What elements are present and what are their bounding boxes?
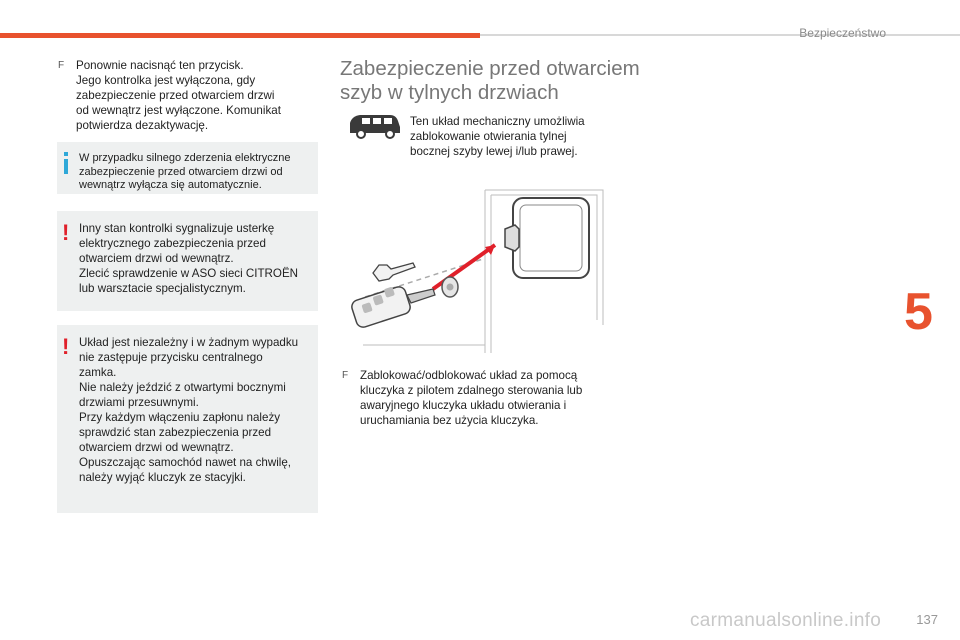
step-text-right: Zablokować/odblokować układ za pomocą kluczyka z pilotem zdalnego sterowania lub awaryjnego kluczyka układu otwierania i uruchamiania bez użycia kluczyka. xyxy=(360,369,583,427)
top-divider-line xyxy=(480,34,960,36)
warning-box-1 xyxy=(57,211,318,311)
warning-box-2 xyxy=(57,325,318,513)
step-text-left: Ponownie nacisnąć ten przycisk. Jego kontrolka jest wyłączona, gdy zabezpieczenie przed otwarciem drzwi od wewnątrz jest wyłączone. Komunikat potwierdza dezaktywację. xyxy=(76,59,281,132)
van-icon xyxy=(346,113,402,139)
bullet-icon: F xyxy=(342,370,349,381)
info-text: W przypadku silnego zderzenia elektryczne zabezpieczenie przed otwarciem drzwi od wewnątrz wyłącza się automatycznie. xyxy=(79,152,291,191)
warning-text-1: Inny stan kontrolki sygnalizuje usterkę elektrycznego zabezpieczenia przed otwarciem drzwi od wewnątrz. Zlecić sprawdzenie w ASO sieci CITROËN lub warsztacie specjalistycznym. xyxy=(79,222,299,295)
section-heading: Zabezpieczenie przed otwarciem szyb w tylnych drzwiach xyxy=(340,57,640,104)
window-lock-illustration xyxy=(345,185,607,355)
info-icon xyxy=(64,152,68,174)
section-title: Bezpieczeństwo xyxy=(799,26,886,40)
van-description: Ten układ mechaniczny umożliwia zablokowanie otwierania tylnej bocznej szyby lewej i/lub prawej. xyxy=(410,115,585,158)
step-paragraph-right xyxy=(342,368,612,428)
warning-text-2: Układ jest niezależny i w żadnym wypadku nie zastępuje przycisku centralnego zamka. Nie należy jeździć z otwartymi bocznymi drzwiami przesuwnymi. Przy każdym włączeniu zapłonu należy sprawdzić stan zabezpieczenia przed otwarciem drzwi od wewnątrz. Opuszczając samochód nawet na chwilę, należy wyjąć kluczyk ze stacyjki. xyxy=(79,336,299,484)
page-number: 137 xyxy=(916,612,938,627)
warning-icon: ! xyxy=(62,334,70,359)
top-accent-bar xyxy=(0,33,480,38)
chapter-number: 5 xyxy=(904,283,933,341)
warning-icon: ! xyxy=(62,220,70,245)
info-box xyxy=(57,142,318,194)
step-paragraph-left xyxy=(58,58,318,133)
bullet-icon: F xyxy=(58,60,65,71)
watermark: carmanualsonline.info xyxy=(690,610,882,631)
